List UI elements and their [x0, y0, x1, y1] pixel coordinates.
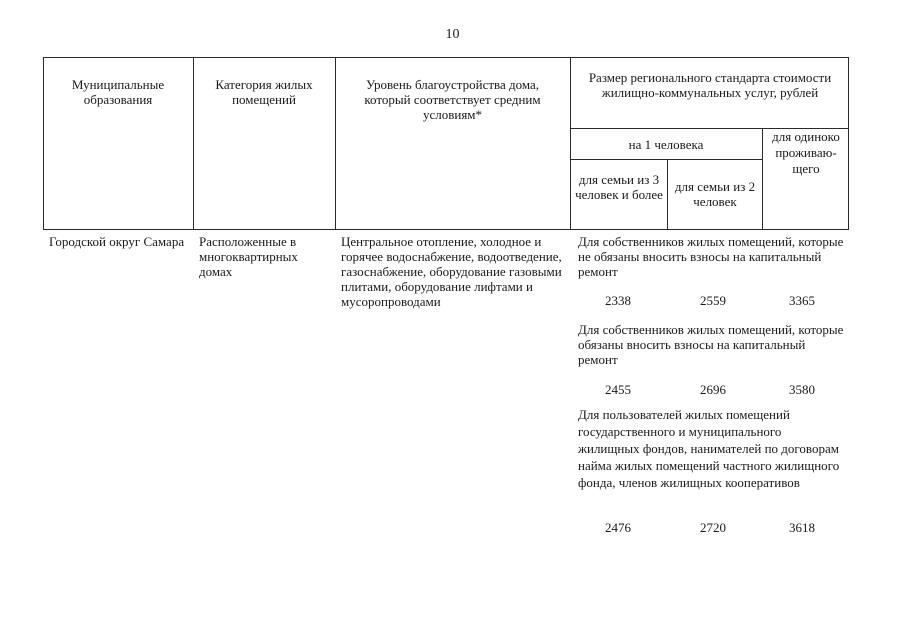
header-single: для одиноко проживаю-щего [772, 129, 840, 176]
group-3-value-family-2: 2720 [700, 520, 726, 535]
group-2-value-family-3: 2455 [605, 382, 631, 397]
row-category: Расположенные в многоквартирных домах [199, 234, 298, 279]
group-1-value-family-3: 2338 [605, 293, 631, 308]
group-2-value-family-2: 2696 [700, 382, 726, 397]
group-1-label: Для собственников жилых помещений, которые не обязаны вносить взносы на капитальный ремонт [578, 234, 844, 279]
group-3-label: Для пользователей жилых помещений государственного и муниципального жилищных фондов, нанимателей по договорам найма жилых помещений частного жилищного фонда, членов жилищных кооперативов [578, 407, 840, 490]
page-number: 10 [445, 27, 460, 42]
col-rule-1 [193, 57, 194, 230]
col-rule-2 [335, 57, 336, 230]
header-per-person: на 1 человека [628, 137, 704, 152]
group-1-value-single: 3365 [789, 293, 815, 308]
header-standard-size: Размер регионального стандарта стоимости жилищно-коммунальных услуг, рублей [588, 70, 832, 100]
col-rule-5 [762, 128, 763, 230]
header-bottom-border [43, 229, 848, 230]
header-family-2: для семьи из 2 человек [674, 179, 756, 209]
group-3-value-single: 3618 [789, 520, 815, 535]
group-2-label: Для собственников жилых помещений, которые обязаны вносить взносы на капитальный ремонт [578, 322, 844, 367]
table-top-border [43, 57, 848, 58]
group-1-value-family-2: 2559 [700, 293, 726, 308]
col-rule-3 [570, 57, 571, 230]
subheader-rule-2 [570, 159, 762, 160]
header-family-3-plus: для семьи из 3 человек и более [575, 172, 663, 202]
group-3-value-family-3: 2476 [605, 520, 631, 535]
col-rule-0 [43, 57, 44, 230]
header-municipality: Муниципальные образования [71, 77, 165, 107]
group-2-value-single: 3580 [789, 382, 815, 397]
header-comfort-level: Уровень благоустройства дома, который соответствует средним условиям* [364, 77, 541, 122]
header-category: Категория жилых помещений [215, 77, 313, 107]
col-rule-6 [848, 57, 849, 230]
row-municipality: Городской округ Самара [49, 234, 185, 249]
col-rule-4 [667, 159, 668, 230]
row-comfort-level: Центральное отопление, холодное и горячее водоснабжение, водоотведение, газоснабжение, оборудование газовыми плитами, оборудование лифтами и мусоропроводами [341, 234, 562, 309]
